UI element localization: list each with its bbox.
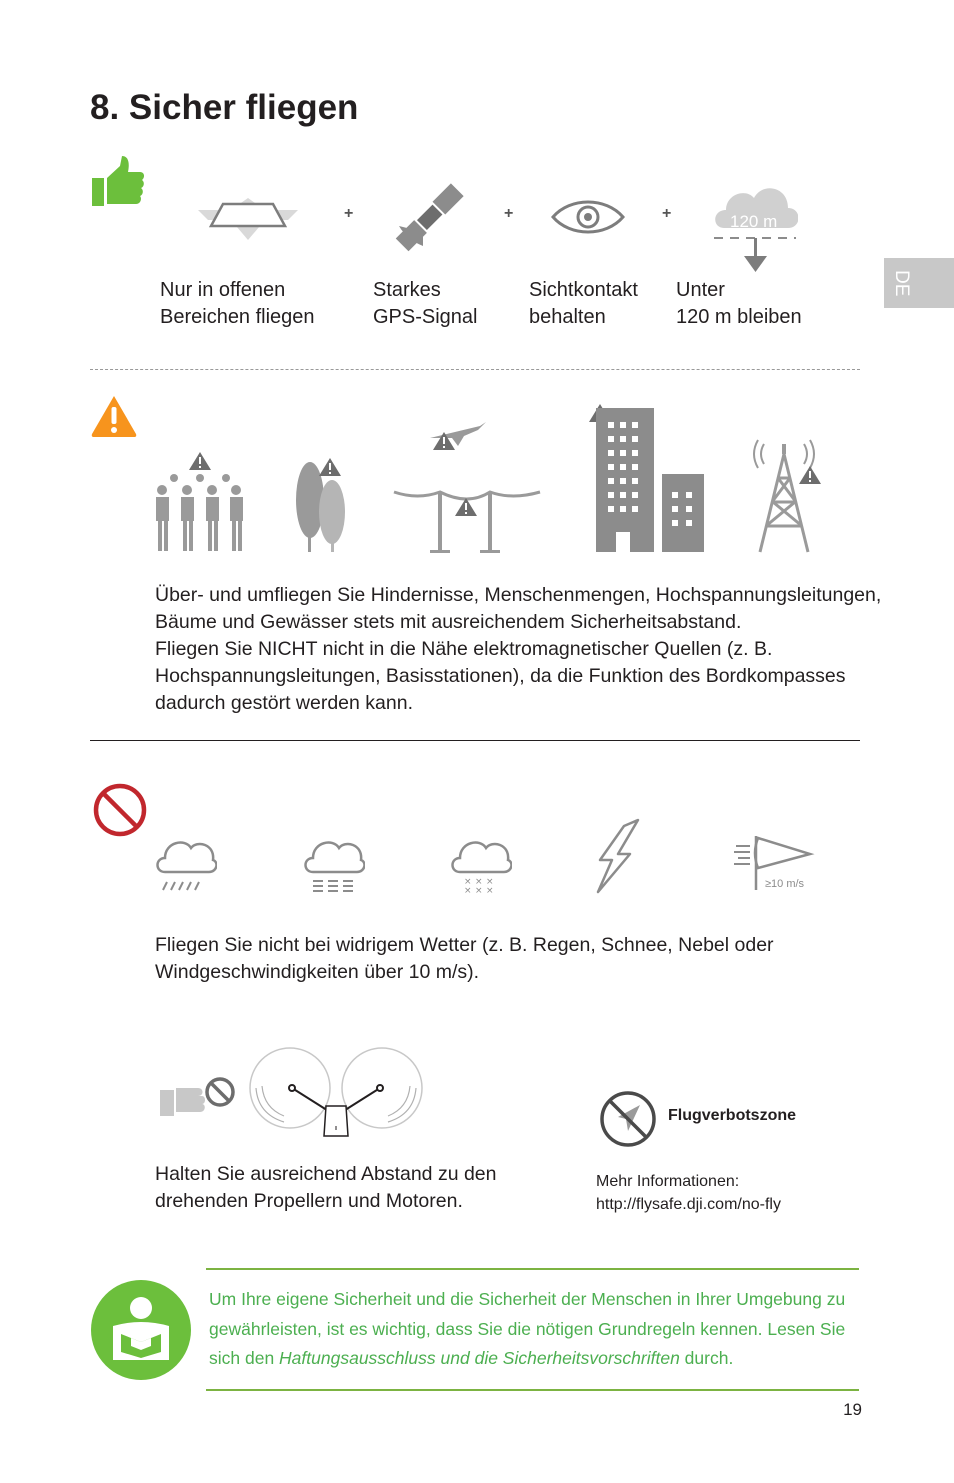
satellite-icon — [393, 182, 465, 254]
altitude-label: 120 m — [730, 212, 778, 231]
power-lines-icon — [390, 416, 544, 556]
radio-tower-icon — [752, 430, 824, 554]
eye-icon — [550, 195, 626, 239]
note-text-after: durch. — [679, 1348, 734, 1368]
rain-icon — [155, 832, 217, 894]
snow-icon — [450, 832, 512, 894]
svg-text:×: × — [464, 877, 472, 887]
thumbs-up-icon — [90, 156, 146, 208]
caption-line-of-sight: Sichtkontakt behalten — [529, 279, 638, 328]
caption-open-area: Nur in offenen Bereichen fliegen — [160, 279, 315, 328]
warning-paragraph-1: Über- und umfliegen Sie Hindernisse, Menschenmengen, Hochspannungsleitungen, Bäume und Gewässer stets mit ausreichendem Sicherheitsabstand. — [155, 584, 882, 633]
lightning-icon — [594, 818, 648, 894]
section-divider-dashed — [90, 369, 860, 370]
open-area-icon — [193, 190, 303, 250]
svg-text:×: × — [475, 877, 483, 887]
language-tab[interactable] — [884, 258, 954, 308]
prohibited-icon — [92, 782, 148, 838]
warning-icon — [90, 394, 138, 438]
note-bottom-rule — [206, 1389, 859, 1391]
plus-sign: + — [504, 205, 514, 222]
no-fly-zone-label: Flugverbotszone — [668, 1107, 797, 1124]
no-fly-link[interactable]: http://flysafe.dji.com/no-fly — [596, 1196, 781, 1213]
plus-sign: + — [344, 205, 354, 222]
note-top-rule — [206, 1268, 859, 1270]
trees-icon — [292, 456, 350, 554]
svg-text:×: × — [486, 886, 494, 894]
propeller-caption: Halten Sie ausreichend Abstand zu den drehenden Propellern und Motoren. — [155, 1163, 497, 1212]
note-text-before: Um Ihre eigene Sicherheit und die Sicherheit der Menschen in Ihrer Umgebung zu gewährleisten, ist es wichtig, dass Sie die nötigen Grundregeln kennen. Lesen Sie sich den — [209, 1289, 846, 1368]
buildings-icon — [586, 402, 706, 554]
plus-sign: + — [662, 205, 672, 222]
no-fly-zone-icon — [598, 1089, 658, 1149]
safety-note — [209, 1285, 859, 1374]
weather-paragraph: Fliegen Sie nicht bei widrigem Wetter (z. B. Regen, Schnee, Nebel oder Windgeschwindigkeiten über 10 m/s). — [155, 934, 774, 983]
warning-paragraph-2: Fliegen Sie NICHT nicht in die Nähe elektromagnetischer Quellen (z. B. Hochspannungsleitungen, Basisstationen), da die Funktion des Bordkompasses dadurch gestört werden kann. — [155, 638, 846, 714]
fog-icon — [303, 832, 365, 894]
svg-text:×: × — [486, 877, 494, 887]
page-title: 8. Sicher fliegen — [90, 88, 359, 127]
disclaimer-link[interactable]: Haftungsausschluss und die Sicherheitsvorschriften — [279, 1348, 680, 1368]
wind-sock-icon — [732, 830, 816, 894]
caption-altitude: Unter 120 m bleiben — [676, 279, 802, 328]
hand-prohibited-icon — [158, 1076, 238, 1118]
language-tab-label: DE — [891, 270, 912, 297]
page-number: 19 — [843, 1400, 862, 1419]
safety-reading-icon — [91, 1280, 191, 1380]
altitude-cloud-icon — [712, 176, 798, 274]
wind-speed-label: ≥10 m/s — [765, 878, 805, 890]
caption-gps: Starkes GPS-Signal — [373, 279, 478, 328]
crowd-icon — [154, 450, 246, 554]
drone-propellers-icon — [248, 1046, 424, 1138]
more-info-label: Mehr Informationen: — [596, 1173, 740, 1190]
svg-text:×: × — [464, 886, 472, 894]
section-divider — [90, 740, 860, 741]
svg-text:×: × — [475, 886, 483, 894]
